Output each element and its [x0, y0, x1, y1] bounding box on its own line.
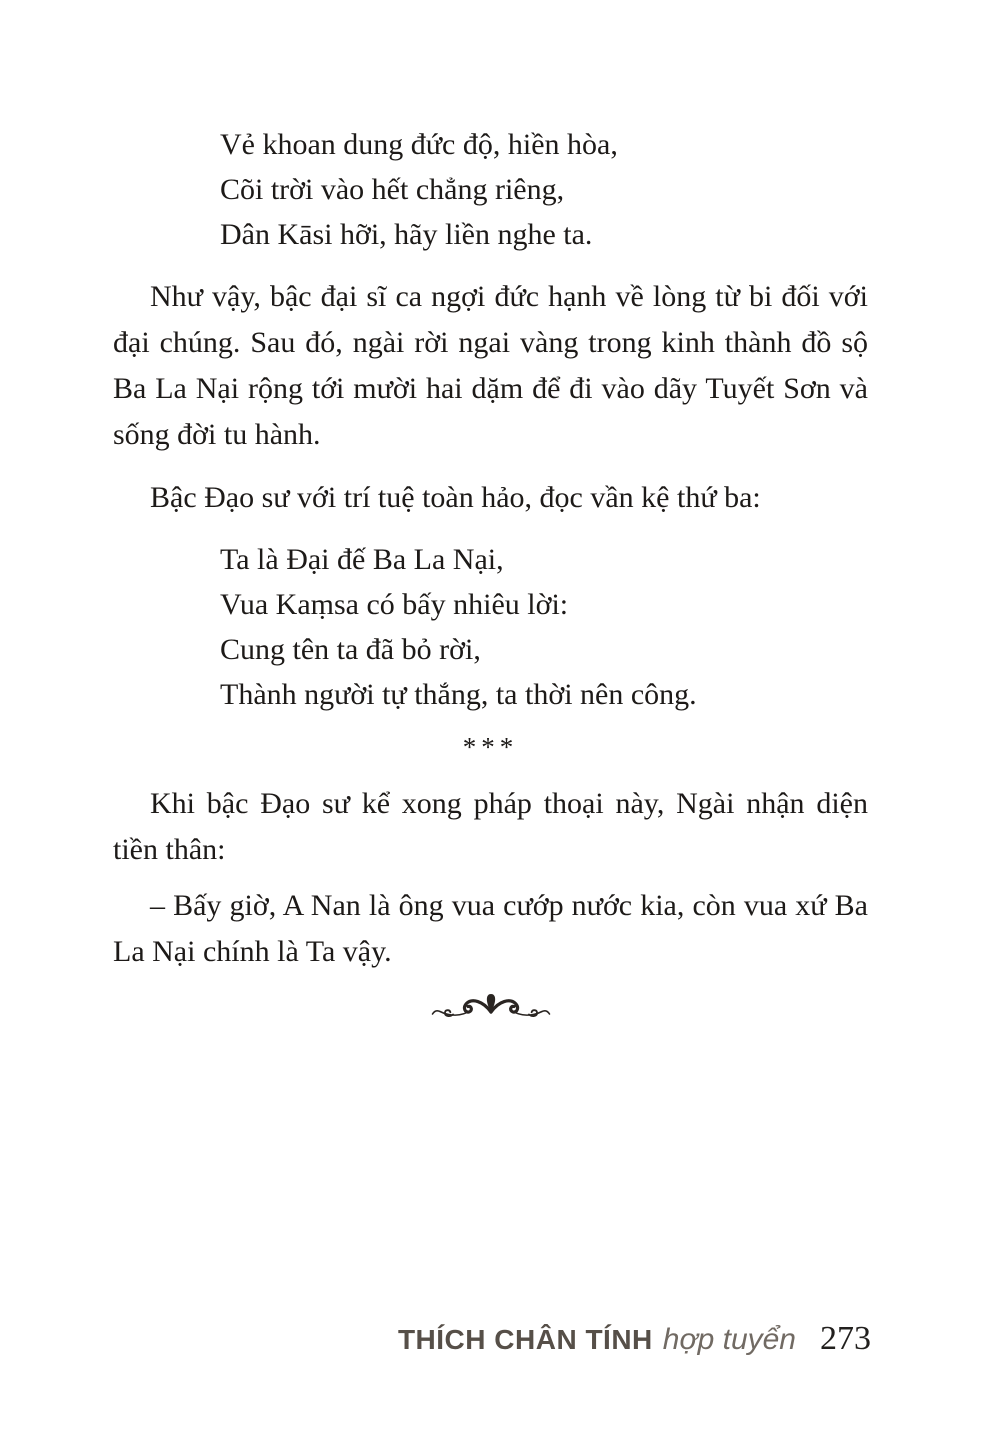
verse-line: Cõi trời vào hết chẳng riêng,: [220, 173, 565, 206]
footer-subtitle: hợp tuyển: [662, 1323, 796, 1356]
footer-author: THÍCH CHÂN TÍNH: [397, 1324, 653, 1355]
verse-line: Vẻ khoan dung đức độ, hiền hòa,: [220, 128, 618, 161]
body-paragraph: Khi bậc Đạo sư kể xong pháp thoại này, Ngài nhận diện tiền thân:: [113, 787, 868, 866]
page-number: 273: [820, 1320, 871, 1357]
verse-block-2: [220, 537, 868, 717]
running-footer: [398, 1320, 871, 1358]
body-paragraph: Như vậy, bậc đại sĩ ca ngợi đức hạnh về lòng từ bi đối với đại chúng. Sau đó, ngài rời ngai vàng trong kinh thành đồ sộ Ba La Nại rộng tới mười hai dặm để đi vào dãy Tuyết Sơn và sống đời tu hành.: [113, 280, 868, 451]
text-block: [113, 122, 868, 1021]
flourish-ornament: [113, 991, 868, 1021]
verse-block-1: [220, 122, 868, 257]
body-paragraph: – Bấy giờ, A Nan là ông vua cướp nước kia, còn vua xứ Ba La Nại chính là Ta vậy.: [113, 889, 868, 968]
verse-line: Cung tên ta đã bỏ rời,: [220, 633, 481, 666]
verse-line: Vua Kaṃsa có bấy nhiêu lời:: [220, 588, 569, 621]
asterisk-separator: ***: [462, 732, 519, 762]
verse-line: Thành người tự thắng, ta thời nên công.: [220, 678, 697, 711]
body-paragraph: Bậc Đạo sư với trí tuệ toàn hảo, đọc vần kệ thứ ba:: [150, 481, 761, 514]
verse-line: Dân Kāsi hỡi, hãy liền nghe ta.: [220, 218, 593, 251]
verse-line: Ta là Đại đế Ba La Nại,: [220, 543, 504, 576]
flourish-icon: [431, 991, 551, 1021]
